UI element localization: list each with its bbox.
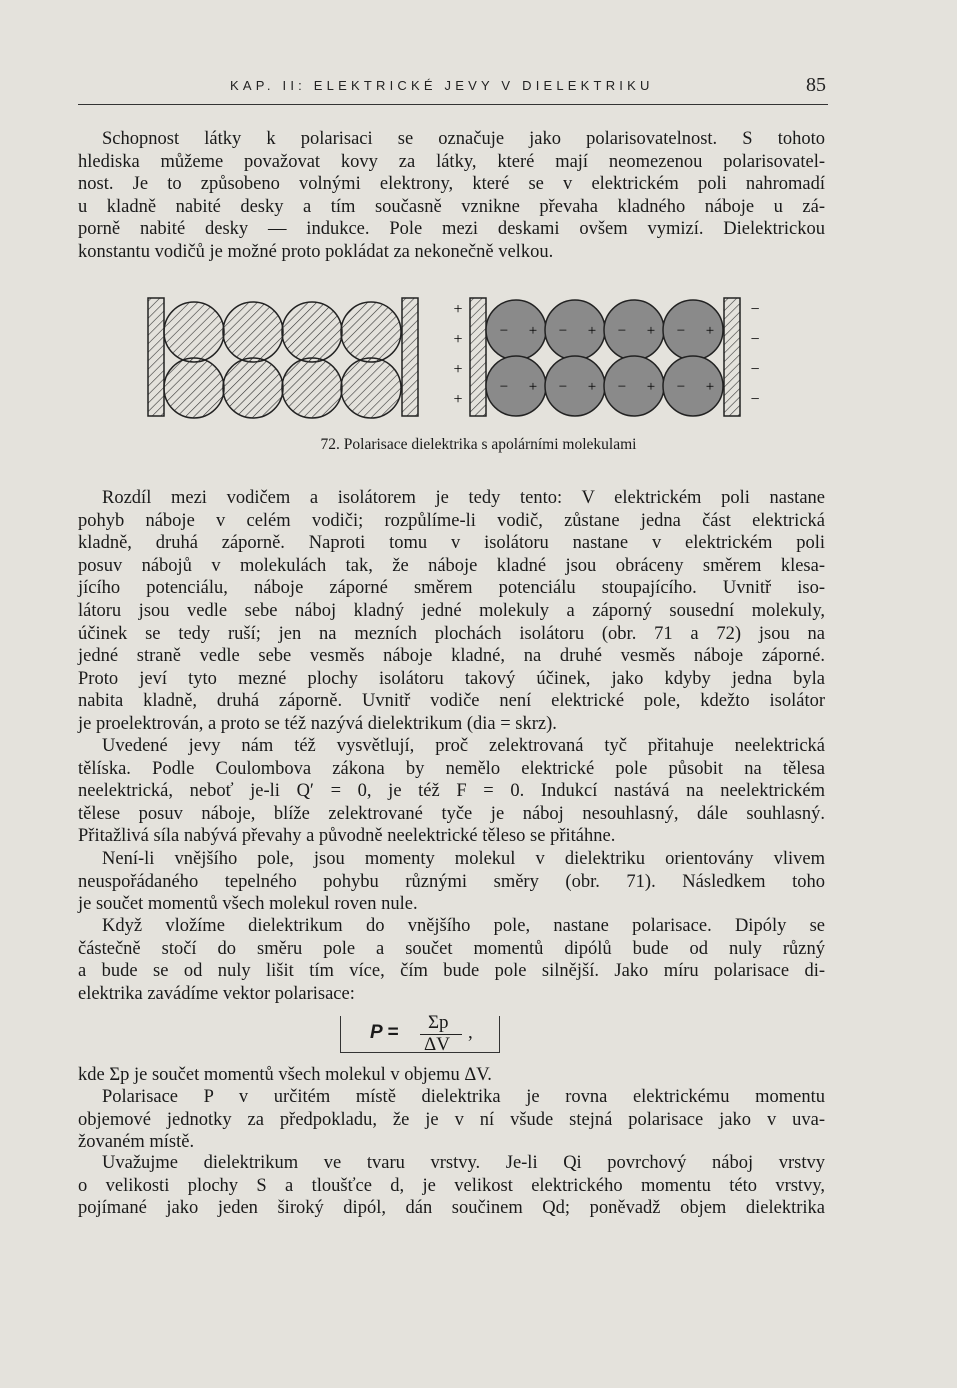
text-line: látoru jsou vedle sebe náboj kladný jedné molekuly a záporný sousední molekuly, xyxy=(78,600,825,621)
minus-sign: − xyxy=(750,301,760,318)
charge-minus: − xyxy=(676,379,686,395)
text-line: účinek se tedy ruší; jen na mezních plochách isolátoru (obr. 71 a 72) jsou na xyxy=(78,623,825,644)
text-line: nost. Je to způsobeno volnými elektrony, které se v elektrickém poli nahromadí xyxy=(78,174,825,195)
chapter-title: KAP. II: ELEKTRICKÉ JEVY V DIELEKTRIKU xyxy=(230,78,654,93)
text-line: elektrika zavádíme vektor polarisace: xyxy=(78,983,355,1004)
page-number: 85 xyxy=(806,74,826,96)
charge-plus: + xyxy=(528,323,538,339)
paragraph-6 xyxy=(78,1064,825,1087)
polarisation-formula xyxy=(340,1012,500,1054)
text-line: pohyb náboje v celém vodiči; rozpůlíme-li vodič, zůstane jedna část elektrická xyxy=(78,510,825,531)
text-line: jícího potenciálu, náboje záporné směrem potenciálu stoupajícího. Uvnitř iso- xyxy=(78,578,825,599)
plus-sign: + xyxy=(453,361,463,378)
paragraph-7 xyxy=(78,1086,825,1154)
dielectric-molecules xyxy=(486,300,723,416)
running-header xyxy=(78,74,828,105)
paragraph-1 xyxy=(78,128,825,264)
charge-plus: + xyxy=(646,379,656,395)
minus-sign: − xyxy=(750,391,760,408)
text-line: objemové jednotky za předpokladu, že je v ní všude stejná polarisace jako v uva- xyxy=(78,1109,825,1130)
text-line: Když vložíme dielektrikum do vnějšího pole, nastane polarisace. Dipóly se xyxy=(102,916,825,936)
text-line: posuv nábojů v molekulách tak, že náboje kladné jsou obráceny směrem klesa- xyxy=(78,555,825,576)
text-line: nabita kladně, druhá záporně. Uvnitř vodiče není elektrické pole, kdežto isolátor xyxy=(78,691,825,712)
charge-minus: − xyxy=(676,323,686,339)
positive-plate xyxy=(470,298,486,416)
formula-lhs: P = xyxy=(370,1022,399,1043)
text-line: Rozdíl mezi vodičem a isolátorem je tedy tento: V elektrickém poli nastane xyxy=(102,488,825,508)
text-line: Uvažujme dielektrikum ve tvaru vrstvy. Je-li Qi povrchový náboj vrstvy xyxy=(102,1153,825,1173)
charge-minus: − xyxy=(617,379,627,395)
charge-minus: − xyxy=(558,323,568,339)
conductor-spheres xyxy=(164,302,401,418)
text-line: neelektrická, neboť je-li Q′ = 0, je též F = 0. Indukcí nastává na neelektrickém xyxy=(78,781,825,802)
text-line: Není-li vnějšího pole, jsou momenty molekul v dielektriku orientovány vlivem xyxy=(102,849,825,869)
text-line: kladně, druhá záporně. Naproti tomu v isolátoru nastane v elektrickém poli xyxy=(78,533,825,554)
charge-plus: + xyxy=(528,379,538,395)
text-line: jedné straně vedle sebe vesměs náboje kladné, na druhé vesměs náboje záporné. xyxy=(78,646,825,667)
charge-plus: + xyxy=(705,323,715,339)
paragraph-5 xyxy=(78,915,825,1005)
charge-minus: − xyxy=(558,379,568,395)
formula-comma: , xyxy=(468,1022,473,1043)
text-line: Uvedené jevy nám též vysvětlují, proč zelektrovaná tyč přitahuje neelektrická xyxy=(102,736,825,756)
text-line: Proto jeví tyto mezné plochy isolátoru takový účinek, jako kdyby jedna byla xyxy=(78,668,825,689)
negative-plate xyxy=(724,298,740,416)
text-line: částečně stočí do směru pole a součet momentů dipólů bude od nuly různý xyxy=(78,938,825,959)
charge-plus: + xyxy=(646,323,656,339)
minus-sign: − xyxy=(750,331,760,348)
figure-72-polarisation xyxy=(140,292,770,422)
plus-sign: + xyxy=(453,391,463,408)
text-line: žovaném místě. xyxy=(78,1132,195,1153)
text-line: je součet momentů všech molekul roven nule. xyxy=(78,894,418,915)
figure-caption: 72. Polarisace dielektrika s apolárními molekulami xyxy=(320,436,637,453)
right-plate-left-group xyxy=(402,298,418,416)
left-plate xyxy=(148,298,164,416)
text-line: Polarisace P v určitém místě dielektrika je rovna elektrickému momentu xyxy=(102,1087,825,1107)
charge-plus: + xyxy=(705,379,715,395)
paragraph-4 xyxy=(78,848,825,916)
text-line: a bude se od nuly lišit tím více, čím bude pole silnější. Jako míru polarisace di- xyxy=(78,961,825,982)
text-line: Přitažlivá síla nabývá převahy a původně neelektrické těleso se přitáhne. xyxy=(78,826,616,847)
charge-minus: − xyxy=(499,323,509,339)
text-line: u kladně nabité desky a tím současně vznikne převaha kladného náboje u zá- xyxy=(78,196,825,217)
text-line: konstantu vodičů je možné proto pokládat za nekonečně velkou. xyxy=(78,241,554,262)
text-line: je proelektrován, a proto se též nazývá dielektrikum (dia = skrz). xyxy=(78,713,557,734)
charge-plus: + xyxy=(587,323,597,339)
minus-sign: − xyxy=(750,361,760,378)
text-line: o velikosti plochy S a tloušťce d, je velikost elektrického momentu této vrstvy, xyxy=(78,1175,825,1196)
text-line: tělíska. Podle Coulombova zákona by nemělo elektrické pole působit na tělesa xyxy=(78,758,825,779)
text-line: neuspořádaného tepelného pohybu různými směry (obr. 71). Následkem toho xyxy=(78,871,825,892)
text-line: tělese posuv náboje, blíže zelektrované tyče je náboj nesouhlasný, dále souhlasný. xyxy=(78,803,825,824)
text-line: kde Σp je součet momentů všech molekul v objemu ΔV. xyxy=(78,1065,492,1085)
formula-denominator: ΔV xyxy=(424,1034,450,1055)
text-line: pojímané jako jeden široký dipól, dán součinem Qd; poněvadž objem dielektrika xyxy=(78,1198,825,1219)
plus-sign: + xyxy=(453,301,463,318)
charge-plus: + xyxy=(587,379,597,395)
plus-sign: + xyxy=(453,331,463,348)
text-line: Schopnost látky k polarisaci se označuje jako polarisovatelnost. S tohoto xyxy=(102,129,825,149)
text-line: hlediska můžeme považovat kovy za látky, které mají neomezenou polarisovatel- xyxy=(78,151,825,172)
paragraph-2 xyxy=(78,487,825,736)
charge-minus: − xyxy=(617,323,627,339)
text-line: porně nabité desky — indukce. Pole mezi deskami ovšem vymizí. Dielektrickou xyxy=(78,219,825,240)
formula-numerator: Σp xyxy=(428,1012,449,1033)
paragraph-8 xyxy=(78,1152,825,1220)
charge-minus: − xyxy=(499,379,509,395)
paragraph-3 xyxy=(78,735,825,848)
